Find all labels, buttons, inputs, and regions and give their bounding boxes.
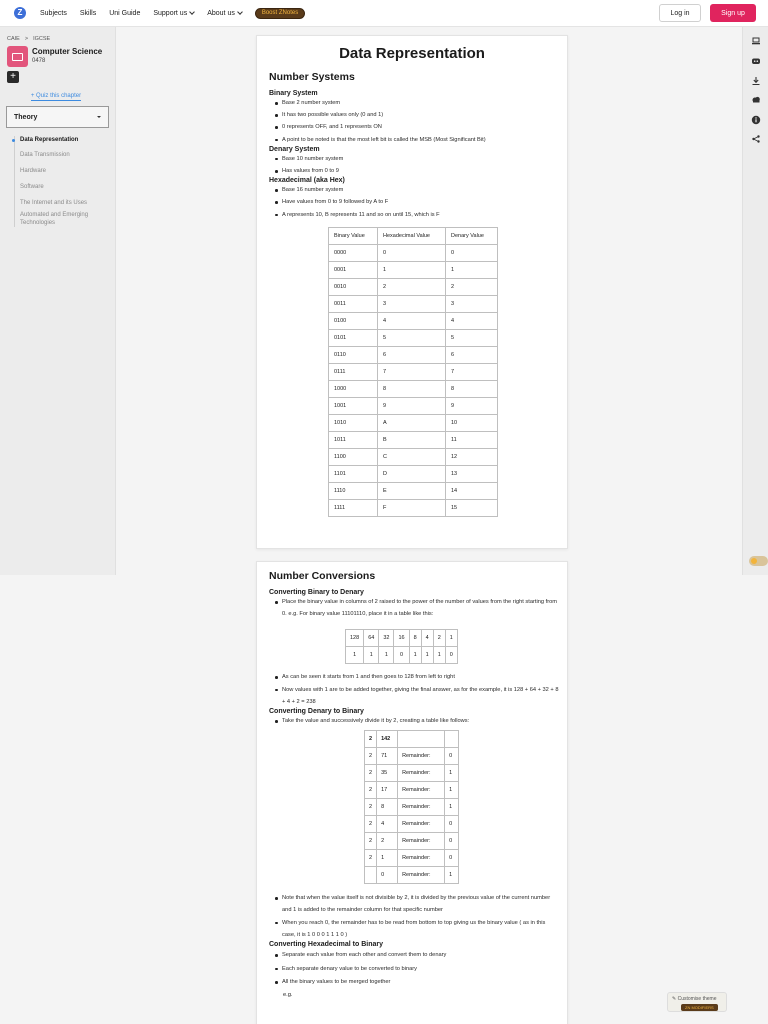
theme-toggle[interactable]	[749, 556, 768, 566]
table-cell: 10	[446, 414, 498, 431]
table-cell: 35	[377, 765, 398, 782]
table-header: 16	[394, 630, 409, 647]
logo-letter: Z	[17, 8, 23, 17]
nav-support-us-label: Support us	[153, 9, 188, 17]
table-cell: 1100	[329, 448, 378, 465]
table-row	[365, 748, 459, 765]
table-cell: 1101	[329, 465, 378, 482]
division-table	[364, 730, 459, 884]
table-header: 32	[379, 630, 394, 647]
table-row	[365, 833, 459, 850]
table-row	[329, 482, 498, 499]
table-cell: 0	[378, 244, 446, 261]
table-cell: Remainder:	[398, 850, 445, 867]
table-cell: 11	[446, 431, 498, 448]
table-cell: 1010	[329, 414, 378, 431]
table-cell: 1011	[329, 431, 378, 448]
table-cell: 1	[445, 799, 459, 816]
znotes-logo[interactable]	[14, 7, 26, 19]
computer-icon	[7, 46, 28, 67]
breadcrumb	[7, 36, 50, 42]
page-title: Data Representation	[339, 45, 485, 62]
toc-automated-emerging[interactable]: Automated and Emerging Technologies	[20, 212, 89, 226]
table-cell: 4	[377, 816, 398, 833]
table-cell: 9	[446, 397, 498, 414]
signup-button[interactable]: Sign up	[710, 4, 756, 22]
table-cell: 0	[445, 647, 457, 664]
login-button[interactable]: Log in	[659, 4, 701, 22]
nav-about-us-label: About us	[207, 9, 235, 17]
top-navigation	[0, 0, 768, 27]
table-row	[329, 448, 498, 465]
table-row	[329, 431, 498, 448]
boost-label: Boost ZNotes	[261, 10, 299, 16]
table-row	[365, 867, 459, 884]
binary-to-denary-heading: Converting Binary to Denary	[269, 589, 364, 596]
table-row	[329, 312, 498, 329]
main-nav	[40, 8, 305, 19]
table-cell: 13	[446, 465, 498, 482]
table-cell: Remainder:	[398, 867, 445, 884]
course-title: Computer Science	[32, 47, 103, 56]
course-code: 0478	[32, 58, 46, 64]
table-cell: 7	[446, 363, 498, 380]
table-row	[329, 397, 498, 414]
table-cell: 12	[446, 448, 498, 465]
table-header: 8	[409, 630, 421, 647]
table-header: Binary Value	[329, 227, 378, 244]
table-cell: 3	[446, 295, 498, 312]
table-cell: 1000	[329, 380, 378, 397]
discord-icon[interactable]	[751, 56, 761, 66]
table-cell: 2	[365, 765, 377, 782]
table-cell: 2	[446, 278, 498, 295]
theme-badge: ZN MODIFIERS	[681, 1004, 718, 1011]
table-cell: 0110	[329, 346, 378, 363]
info-icon[interactable]	[751, 115, 761, 125]
list-item: Each separate denary value to be converted to binary	[274, 963, 559, 977]
table-cell: 1111	[329, 499, 378, 516]
table-row	[329, 261, 498, 278]
table-row	[329, 414, 498, 431]
b2d-list-1	[274, 596, 559, 620]
toc-software[interactable]: Software	[20, 184, 44, 190]
binary-list	[274, 97, 559, 146]
example-label: e.g.	[283, 991, 293, 998]
table-cell: 8	[446, 380, 498, 397]
table-cell: 0	[446, 244, 498, 261]
table-cell: Remainder:	[398, 782, 445, 799]
table-row	[365, 782, 459, 799]
table-header: 64	[364, 630, 379, 647]
toc-data-transmission[interactable]: Data Transmission	[20, 152, 70, 158]
table-header-row	[346, 630, 458, 647]
table-cell: 1	[445, 782, 459, 799]
table-cell: 1	[346, 647, 364, 664]
customise-theme-label: ✎ Customise theme	[672, 996, 717, 1002]
table-cell: 4	[378, 312, 446, 329]
table-cell: 1	[446, 261, 498, 278]
table-cell: 15	[446, 499, 498, 516]
table-cell: 142	[377, 731, 398, 748]
table-row	[329, 329, 498, 346]
table-cell: 1	[379, 647, 394, 664]
list-item: 0 represents OFF, and 1 represents ON	[274, 121, 559, 133]
b2d-list-2	[274, 671, 559, 708]
number-conversions-heading: Number Conversions	[269, 570, 376, 582]
list-item: Note that when the value itself is not divisible by 2, it is divided by the previous value of the current number and 1 is added to the remainder column for that specific number	[274, 892, 559, 916]
list-item: Now values with 1 are to be added together, giving the final answer, as for the example, it is 128 + 64 + 32 + 8 + 4 + 2 = 238	[274, 684, 559, 708]
nav-support-us[interactable]	[153, 10, 194, 17]
table-header: 128	[346, 630, 364, 647]
add-course-button[interactable]: +	[7, 71, 19, 83]
number-systems-table	[328, 227, 498, 517]
list-item: A represents 10, B represents 11 and so on until 15, which is F	[274, 209, 559, 221]
table-cell: Remainder:	[398, 748, 445, 765]
laptop-icon[interactable]	[751, 36, 761, 46]
section-select-value: Theory	[14, 113, 38, 121]
table-cell: 0	[445, 748, 459, 765]
table-cell: 2	[365, 799, 377, 816]
table-cell: 1	[445, 867, 459, 884]
d2b-list-1	[274, 715, 559, 727]
list-item: Take the value and successively divide it by 2, creating a table like follows:	[274, 715, 559, 727]
hex-list	[274, 184, 559, 221]
list-item: Base 16 number system	[274, 184, 559, 196]
table-cell: 1	[378, 261, 446, 278]
table-cell: A	[378, 414, 446, 431]
list-item: Base 10 number system	[274, 153, 559, 165]
table-cell: Remainder:	[398, 816, 445, 833]
table-cell: 9	[378, 397, 446, 414]
table-cell: 4	[446, 312, 498, 329]
table-row	[329, 499, 498, 516]
table-cell	[365, 867, 377, 884]
table-header: 1	[445, 630, 457, 647]
table-row	[365, 765, 459, 782]
table-cell: 2	[365, 731, 377, 748]
table-cell: 0000	[329, 244, 378, 261]
number-systems-card	[256, 35, 568, 549]
table-row	[329, 295, 498, 312]
toc-hardware[interactable]: Hardware	[20, 168, 47, 174]
table-row	[329, 380, 498, 397]
denary-list	[274, 153, 559, 177]
customise-theme-button[interactable]	[667, 992, 727, 1012]
table-header: Denary Value	[446, 227, 498, 244]
table-cell: F	[378, 499, 446, 516]
hex-to-binary-heading: Converting Hexadecimal to Binary	[269, 941, 383, 949]
download-icon[interactable]	[751, 76, 761, 86]
customise-theme-text: Customise theme	[677, 996, 717, 1002]
table-cell: C	[378, 448, 446, 465]
table-cell: 71	[377, 748, 398, 765]
list-item: Have values from 0 to 9 followed by A to F	[274, 196, 559, 208]
table-cell: 8	[378, 380, 446, 397]
table-cell: Remainder:	[398, 799, 445, 816]
number-systems-heading: Number Systems	[269, 71, 355, 83]
quiz-chapter-link[interactable]	[0, 93, 112, 99]
table-cell: 5	[446, 329, 498, 346]
list-item: When you reach 0, the remainder has to be read from bottom to top giving us the binary value ( as in this case, it is 1 0 0 0 1 1 1 0 )	[274, 917, 559, 941]
table-cell: 1001	[329, 397, 378, 414]
h2b-list	[274, 949, 559, 990]
table-cell: 2	[365, 850, 377, 867]
table-cell: 0	[445, 850, 459, 867]
table-cell: 5	[378, 329, 446, 346]
nav-uni-guide-label: Uni Guide	[109, 9, 141, 17]
course-sidebar	[0, 27, 116, 575]
table-cell: 3	[378, 295, 446, 312]
table-header: Hexadecimal Value	[378, 227, 446, 244]
table-cell: 0111	[329, 363, 378, 380]
table-header: 2	[433, 630, 445, 647]
table-cell: 0	[445, 816, 459, 833]
nav-about-us[interactable]	[207, 10, 242, 17]
table-cell: 1	[421, 647, 433, 664]
table-cell: 1	[445, 765, 459, 782]
table-cell: 1110	[329, 482, 378, 499]
table-row	[329, 278, 498, 295]
table-cell: 2	[365, 782, 377, 799]
table-cell: 0011	[329, 295, 378, 312]
table-cell: 17	[377, 782, 398, 799]
quiz-chapter-label: + Quiz this chapter	[30, 93, 82, 99]
table-cell: 2	[378, 278, 446, 295]
table-row	[365, 799, 459, 816]
list-item: All the binary values to be merged together	[274, 976, 559, 990]
hexadecimal-heading: Hexadecimal (aka Hex)	[269, 177, 345, 185]
table-cell	[445, 731, 459, 748]
table-cell: 0101	[329, 329, 378, 346]
caret-down-icon	[97, 116, 101, 118]
table-cell: 7	[378, 363, 446, 380]
table-header: 4	[421, 630, 433, 647]
list-item: Base 2 number system	[274, 97, 559, 109]
table-cell: E	[378, 482, 446, 499]
breadcrumb-separator: >	[24, 36, 29, 42]
table-row	[365, 731, 459, 748]
chapter-list	[14, 136, 112, 227]
table-row	[365, 850, 459, 867]
table-cell: 0001	[329, 261, 378, 278]
powers-of-two-table	[345, 629, 458, 664]
list-item: Has values from 0 to 9	[274, 165, 559, 177]
nav-skills-label: Skills	[79, 9, 97, 17]
list-item: Place the binary value in columns of 2 raised to the power of the number of values from the right starting from 0. e.g. For binary value 11101110, place it in a table like this:	[274, 596, 559, 620]
d2b-list-2	[274, 892, 559, 941]
list-item: It has two possible values only (0 and 1)	[274, 109, 559, 121]
nav-skills[interactable]	[80, 10, 96, 17]
table-cell: 2	[377, 833, 398, 850]
table-cell: 1	[409, 647, 421, 664]
boost-znotes-button[interactable]	[255, 8, 305, 19]
tools-sidebar	[742, 27, 768, 575]
chevron-down-icon	[237, 9, 243, 15]
table-cell: 0	[445, 833, 459, 850]
table-cell: D	[378, 465, 446, 482]
table-cell: 2	[365, 816, 377, 833]
table-cell: B	[378, 431, 446, 448]
table-cell: 1	[433, 647, 445, 664]
table-cell: 6	[446, 346, 498, 363]
table-row	[346, 647, 458, 664]
chevron-down-icon	[189, 9, 195, 15]
share-icon[interactable]	[751, 134, 761, 144]
number-conversions-card	[256, 561, 568, 1024]
table-row	[329, 363, 498, 380]
breadcrumb-caie[interactable]: CAIE	[7, 36, 20, 42]
breadcrumb-igcse[interactable]: IGCSE	[33, 36, 51, 42]
table-cell: 0010	[329, 278, 378, 295]
section-select[interactable]	[6, 106, 109, 128]
binary-system-heading: Binary System	[269, 90, 318, 97]
table-cell: 1	[364, 647, 379, 664]
table-row	[329, 244, 498, 261]
table-cell	[398, 731, 445, 748]
table-cell: 6	[378, 346, 446, 363]
cloud-icon[interactable]	[751, 95, 761, 105]
toc-data-representation[interactable]: Data Representation	[15, 136, 112, 151]
table-cell: 14	[446, 482, 498, 499]
table-cell: 0100	[329, 312, 378, 329]
table-cell: 2	[365, 748, 377, 765]
table-row	[365, 816, 459, 833]
table-cell: 8	[377, 799, 398, 816]
denary-system-heading: Denary System	[269, 145, 320, 153]
list-item: A point to be noted is that the most left bit is called the MSB (Most Significant Bit)	[274, 134, 559, 146]
table-cell: 0	[377, 867, 398, 884]
table-row	[329, 465, 498, 482]
nav-subjects[interactable]	[40, 10, 67, 17]
list-item: As can be seen it starts from 1 and then goes to 128 from left to right	[274, 671, 559, 683]
nav-uni-guide[interactable]	[109, 10, 140, 17]
table-cell: Remainder:	[398, 765, 445, 782]
toc-internet[interactable]: The Internet and its Uses	[20, 200, 88, 206]
table-cell: 0	[394, 647, 409, 664]
table-cell: 1	[377, 850, 398, 867]
table-cell: 2	[365, 833, 377, 850]
nav-subjects-label: Subjects	[40, 9, 67, 17]
table-header-row	[329, 227, 498, 244]
table-cell: Remainder:	[398, 833, 445, 850]
table-row	[329, 346, 498, 363]
denary-to-binary-heading: Converting Denary to Binary	[269, 708, 364, 716]
list-item: Separate each value from each other and convert them to denary	[274, 949, 559, 963]
